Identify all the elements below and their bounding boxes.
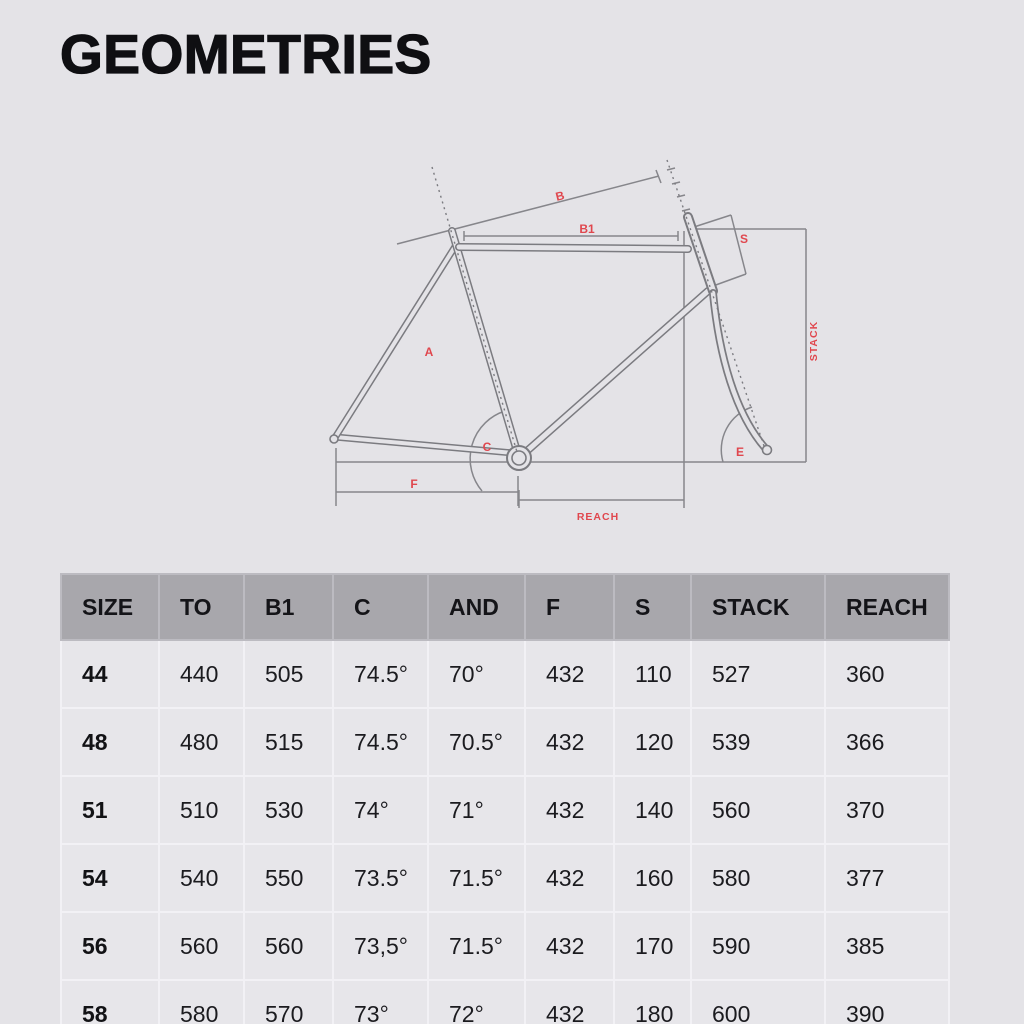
cell-to: 540 [159, 844, 244, 912]
cell-b1: 505 [244, 640, 333, 708]
cell-s: 180 [614, 980, 691, 1024]
cell-c: 73° [333, 980, 428, 1024]
table-row-54 [61, 844, 949, 912]
cell-s: 140 [614, 776, 691, 844]
dim-label-b1: B1 [579, 222, 595, 236]
cell-stack: 580 [691, 844, 825, 912]
column-header-to: TO [159, 574, 244, 640]
cell-b1: 550 [244, 844, 333, 912]
table-row-48 [61, 708, 949, 776]
table-row-44 [61, 640, 949, 708]
cell-size: 44 [61, 640, 159, 708]
table-row-56 [61, 912, 949, 980]
geometry-table [60, 573, 950, 1024]
frame-tubes [335, 217, 766, 458]
cell-stack: 600 [691, 980, 825, 1024]
cell-and: 71.5° [428, 844, 525, 912]
column-header-stack: STACK [691, 574, 825, 640]
dim-label-a: A [424, 345, 434, 359]
cell-reach: 377 [825, 844, 949, 912]
cell-and: 71° [428, 776, 525, 844]
dim-label-s: S [739, 232, 749, 246]
cell-to: 510 [159, 776, 244, 844]
cell-c: 74° [333, 776, 428, 844]
cell-to: 580 [159, 980, 244, 1024]
cell-stack: 527 [691, 640, 825, 708]
page-title: GEOMETRIES [60, 23, 432, 85]
cell-s: 160 [614, 844, 691, 912]
cell-f: 432 [525, 640, 614, 708]
column-header-size: SIZE [61, 574, 159, 640]
cell-to: 440 [159, 640, 244, 708]
dim-label-c: C [482, 440, 492, 454]
table-header-row [61, 574, 949, 640]
cell-b1: 530 [244, 776, 333, 844]
cell-s: 170 [614, 912, 691, 980]
cell-to: 560 [159, 912, 244, 980]
cell-reach: 370 [825, 776, 949, 844]
cell-size: 54 [61, 844, 159, 912]
column-header-reach: REACH [825, 574, 949, 640]
cell-size: 51 [61, 776, 159, 844]
cell-c: 73,5° [333, 912, 428, 980]
column-header-c: C [333, 574, 428, 640]
cell-and: 71.5° [428, 912, 525, 980]
column-header-s: S [614, 574, 691, 640]
cell-f: 432 [525, 980, 614, 1024]
cell-reach: 360 [825, 640, 949, 708]
table-row-58-partial [61, 980, 949, 1024]
cell-stack: 539 [691, 708, 825, 776]
cell-c: 74.5° [333, 708, 428, 776]
cell-and: 70.5° [428, 708, 525, 776]
column-header-b1: B1 [244, 574, 333, 640]
cell-b1: 560 [244, 912, 333, 980]
cell-c: 73.5° [333, 844, 428, 912]
cell-b1: 570 [244, 980, 333, 1024]
cell-s: 110 [614, 640, 691, 708]
cell-and: 70° [428, 640, 525, 708]
cell-f: 432 [525, 776, 614, 844]
column-header-f: F [525, 574, 614, 640]
cell-reach: 390 [825, 980, 949, 1024]
cell-and: 72° [428, 980, 525, 1024]
column-header-and: AND [428, 574, 525, 640]
cell-size: 56 [61, 912, 159, 980]
cell-f: 432 [525, 844, 614, 912]
dim-label-f: F [410, 477, 418, 491]
cell-stack: 560 [691, 776, 825, 844]
cell-stack: 590 [691, 912, 825, 980]
dim-label-stack: STACK [808, 320, 820, 362]
dim-label-reach: REACH [576, 511, 620, 523]
cell-s: 120 [614, 708, 691, 776]
cell-f: 432 [525, 912, 614, 980]
cell-size: 58 [61, 980, 159, 1024]
cell-b1: 515 [244, 708, 333, 776]
dim-label-b: B [554, 188, 566, 204]
table-row-51 [61, 776, 949, 844]
cell-to: 480 [159, 708, 244, 776]
cell-size: 48 [61, 708, 159, 776]
cell-reach: 385 [825, 912, 949, 980]
cell-c: 74.5° [333, 640, 428, 708]
cell-reach: 366 [825, 708, 949, 776]
cell-f: 432 [525, 708, 614, 776]
dim-label-e: E [735, 445, 745, 459]
